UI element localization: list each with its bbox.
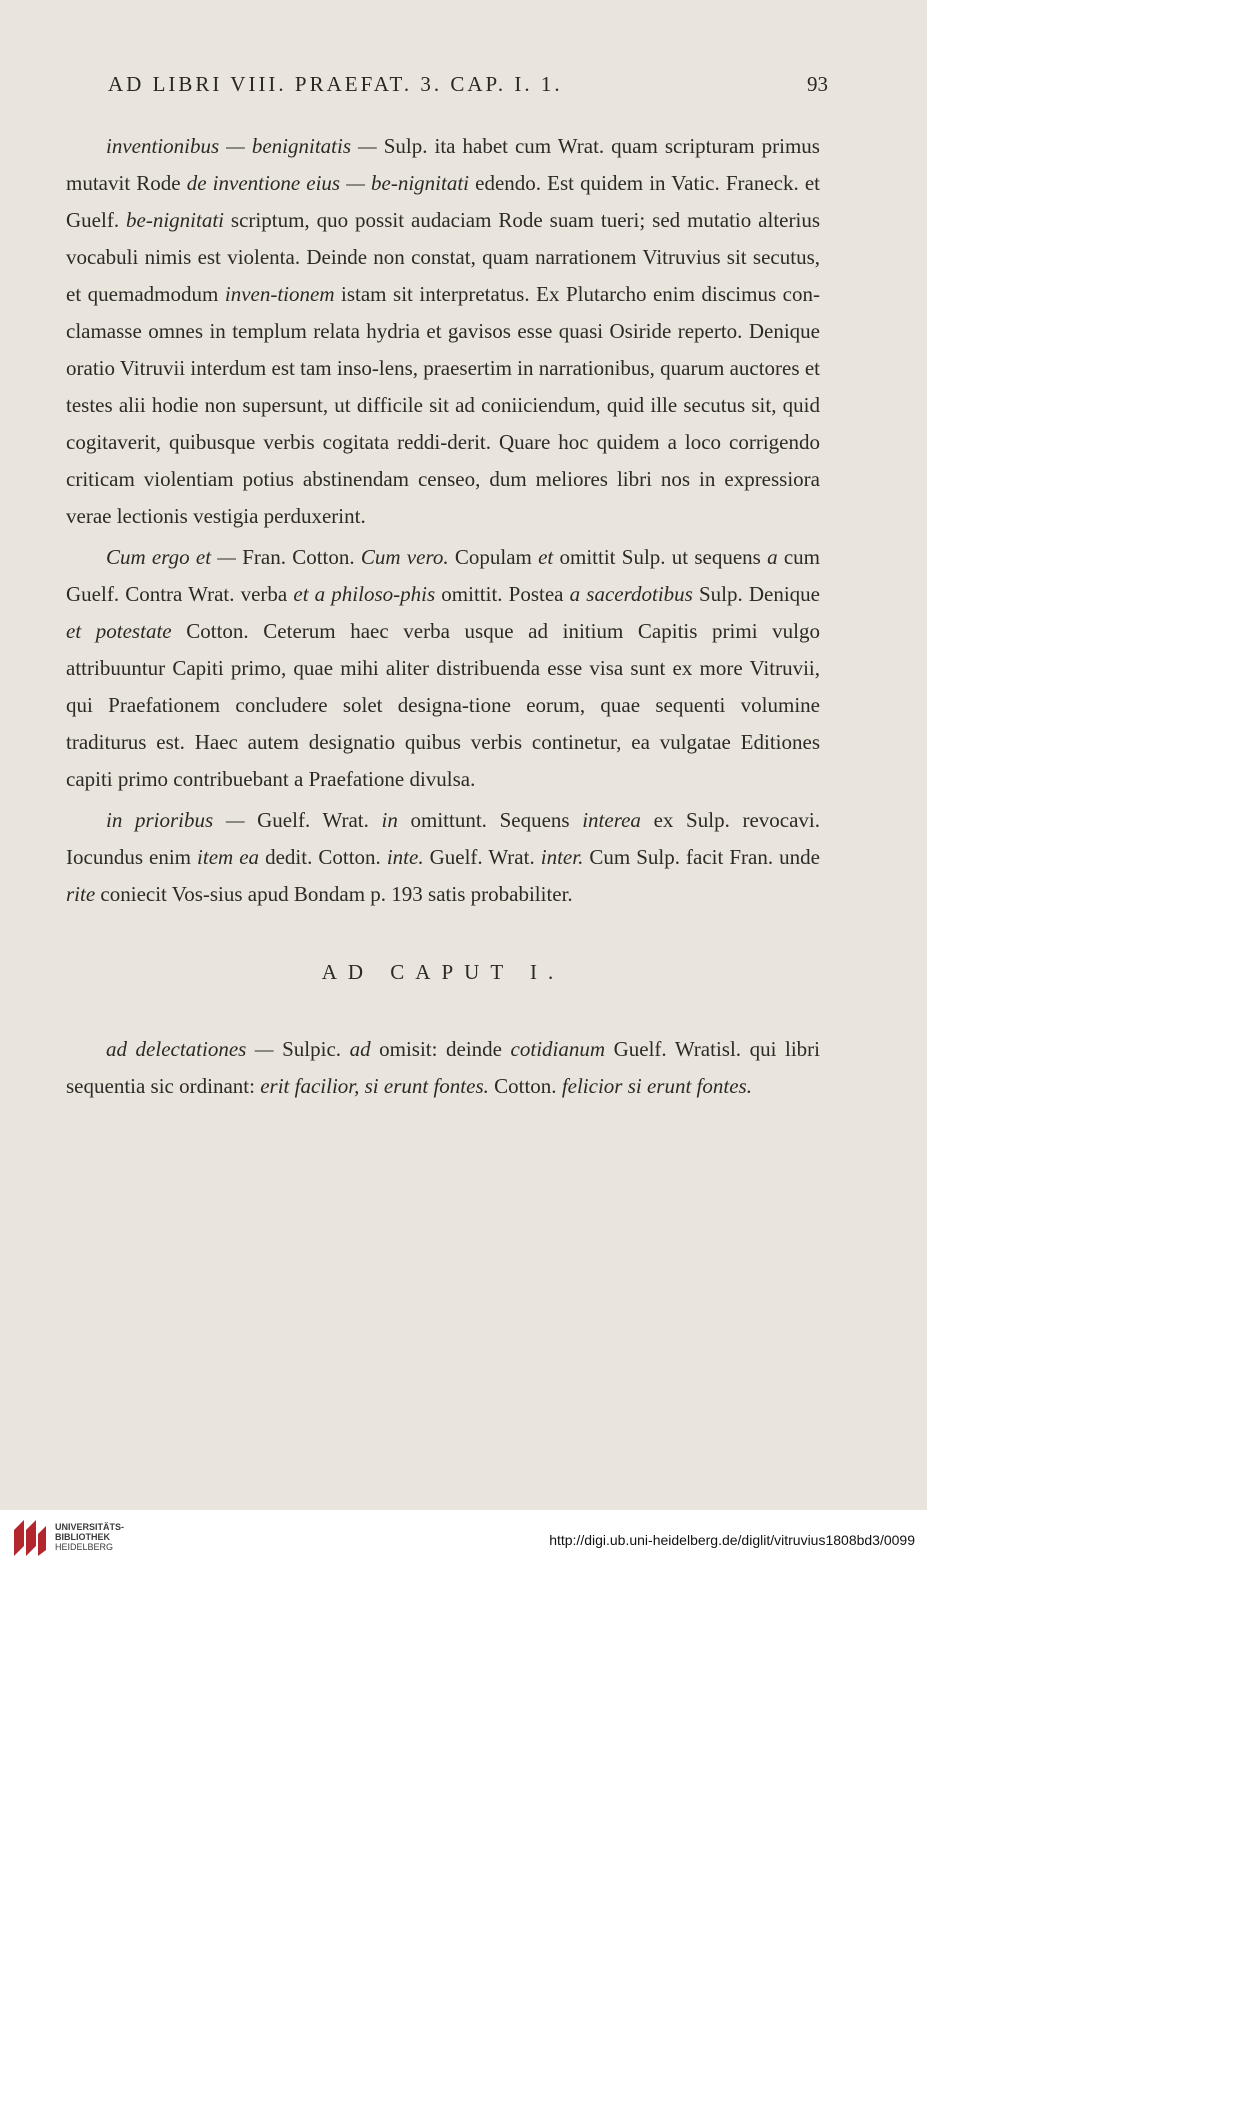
lemma: ad delectationes —	[106, 1037, 274, 1061]
running-title: AD LIBRI VIII. PRAEFAT. 3. CAP. I. 1.	[108, 72, 563, 96]
paragraph-in-prioribus: in prioribus — Guelf. Wrat. in omittunt. Sequens interea ex Sulp. revocavi. Iocundus enim item ea dedit. Cotton. inte. Guelf. Wrat. inter. Cum Sulp. facit Fran. unde rite coniecit Vos-sius apud Bondam p. 193 satis probabiliter.	[66, 808, 821, 906]
paragraph-inventionibus: inventionibus — benignitatis — Sulp. ita habet cum Wrat. quam scripturam primus mutavit Rode de inventione eius — be-nignitati edendo. Est quidem in Vatic. Franeck. et Guelf. be-nignitati scriptum, quo possit audaciam Rode suam tueri; sed mutatio alterius vocabuli nimis est violenta. Deinde non constat, quam narrationem Vitruvius sit secutus, et quemadmodum inven-tionem istam sit interpretatus. Ex Plutarcho enim discimus con-clamasse omnes in templum relata hydria et gavisos esse quasi Osiride reperto. Denique oratio Vitruvii interdum est tam inso-lens, praesertim in narrationibus, quarum auctores et testes alii hodie non supersunt, ut difficile sit ad coniiciendum, quid ille secutus sit, quid cogitaverit, quibusque verbis cogitata reddi-derit. Quare hoc quidem a loco corrigendo criticam violentiam potius abstinendam censeo, dum meliores libri nos in expressiora verae lectionis vestigia perduxerint.	[66, 134, 820, 528]
section-heading: AD CAPUT I.	[321, 960, 565, 984]
lemma: Cum ergo et —	[106, 545, 236, 569]
page-number: 93	[807, 72, 828, 96]
paragraph-cum-ergo: Cum ergo et — Fran. Cotton. Cum vero. Copulam et omittit Sulp. ut sequens a cum Guelf. Contra Wrat. verba et a philoso-phis omittit. Postea a sacerdotibus Sulp. Denique et potestate Cotton. Ceterum haec verba usque ad initium Capitis primi vulgo attribuuntur Capiti primo, quae mihi aliter distribuenda esse visa sunt ex more Vitruvii, qui Praefationem concludere solet designa-tione eorum, quae sequenti volumine traditurus est. Haec autem designatio quibus verbis continetur, ea vulgatae Editiones capiti primo contribuebant a Praefatione divulsa.	[66, 545, 821, 791]
lemma: inventionibus — benignitatis —	[106, 134, 377, 158]
library-footer	[0, 1510, 927, 1568]
permalink-link[interactable]: http://digi.ub.uni-heidelberg.de/diglit/vitruvius1808bd3/0099	[549, 1532, 915, 1548]
paragraph-ad-delectationes: ad delectationes — Sulpic. ad omisit: deinde cotidianum Guelf. Wratisl. qui libri sequentia sic ordinant: erit facilior, si erunt fontes. Cotton. felicior si erunt fontes.	[66, 1037, 820, 1098]
running-header	[100, 72, 828, 104]
lemma: in prioribus —	[106, 808, 245, 832]
library-name: UNIVERSITÄTS- BIBLIOTHEK HEIDELBERG	[55, 1522, 125, 1552]
university-library-logo-icon	[10, 1516, 50, 1560]
page-body	[66, 128, 820, 1105]
